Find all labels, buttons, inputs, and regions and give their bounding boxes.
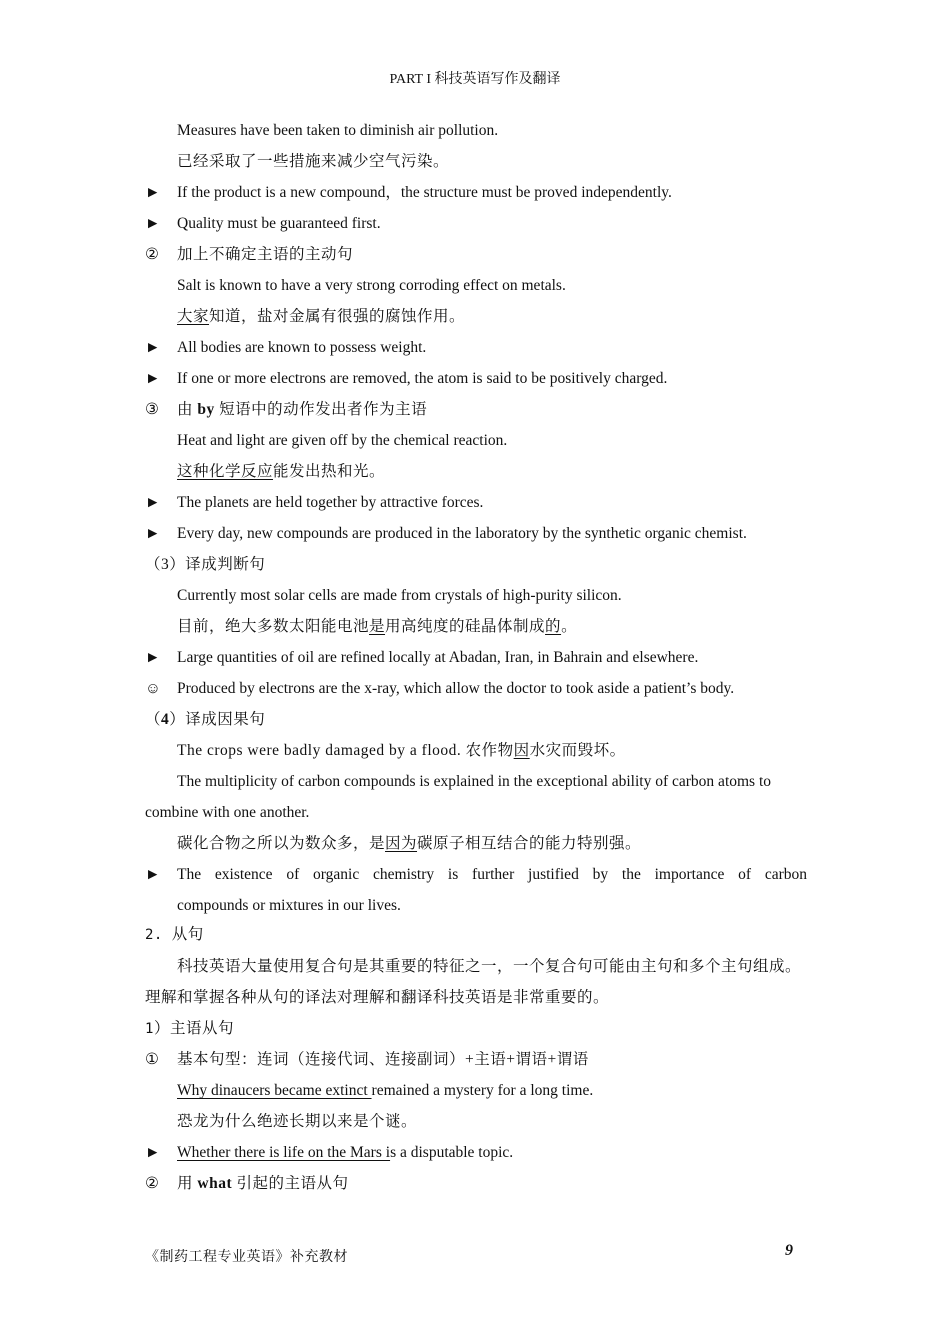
arrow-bullet-icon: ► <box>145 866 161 883</box>
section-heading <box>145 1013 807 1044</box>
page-header: PART I 科技英语写作及翻译 <box>389 72 561 87</box>
arrow-bullet-icon: ► <box>145 184 161 201</box>
numbered-subheading <box>145 1044 807 1075</box>
section-heading: （3）译成判断句 <box>145 556 266 573</box>
numbered-subheading <box>145 239 807 270</box>
subheading-text-part: 短语中的动作发出者作为主语 <box>214 401 428 418</box>
bullet-text: The existence of organic chemistry is further justified by the importance of carbon <box>177 866 807 883</box>
bullet-text-continued: compounds or mixtures in our lives. <box>177 897 401 914</box>
subheading-text: 加上不确定主语的主动句 <box>177 246 354 263</box>
translation-rest: 能发出热和光。 <box>273 463 386 480</box>
arrow-bullet-icon: ► <box>145 494 161 511</box>
circled-number-1: ① <box>145 1051 160 1068</box>
bullet-text: Large quantities of oil are refined locally at Abadan, Iran, in Bahrain and elsewhere. <box>177 649 699 666</box>
bullet-text: If the product is a new compound，the structure must be proved independently. <box>177 184 672 201</box>
page-number: 9 <box>785 1242 793 1259</box>
bullet-item <box>145 208 807 239</box>
bullet-text: The planets are held together by attractive forces. <box>177 494 484 511</box>
heading-text: 从句 <box>171 926 204 943</box>
underlined-word: 是 <box>369 618 386 635</box>
example-sentence: Measures have been taken to diminish air pollution. <box>177 122 499 139</box>
heading-number: 1 <box>145 1021 154 1037</box>
translation-part: 碳化合物之所以为数众多，是 <box>177 835 386 852</box>
sentence-rest: remained a mystery for a long time. <box>371 1082 594 1099</box>
smiley-icon: ☺ <box>145 680 161 697</box>
bullet-item <box>145 642 807 673</box>
example-sentence: Heat and light are given off by the chemical reaction. <box>177 432 508 449</box>
bullet-item <box>145 487 807 518</box>
subheading-text-part: 由 <box>177 401 198 418</box>
underlined-word: 因 <box>513 742 530 759</box>
underlined-word: 因为 <box>385 835 418 852</box>
underlined-word: 的 <box>545 618 562 635</box>
sentence-part: The crops were badly damaged by a flood. 农作物 <box>177 742 514 759</box>
arrow-bullet-icon: ► <box>145 1144 161 1161</box>
footer-book-title: 《制药工程专业英语》补充教材 <box>145 1250 348 1265</box>
sentence-part: 水灾而毁坏。 <box>529 742 626 759</box>
heading-number: 2. <box>145 927 172 943</box>
arrow-bullet-icon: ► <box>145 649 161 666</box>
arrow-bullet-icon: ► <box>145 339 161 356</box>
example-translation: 已经采取了一些措施来减少空气污染。 <box>177 153 450 170</box>
numbered-subheading <box>145 394 807 425</box>
bullet-text-rest: s a disputable topic. <box>390 1144 514 1161</box>
example-translation <box>145 611 807 642</box>
section-heading <box>145 704 807 735</box>
subheading-text-part: 用 <box>177 1175 198 1192</box>
bullet-item <box>145 673 807 704</box>
underlined-subject: 大家 <box>177 308 210 325</box>
bullet-text: Quality must be guaranteed first. <box>177 215 381 232</box>
bullet-item <box>145 332 807 363</box>
bullet-text: Produced by electrons are the x-ray, which allow the doctor to took aside a patient’s body. <box>177 680 735 697</box>
bullet-text: All bodies are known to possess weight. <box>177 339 427 356</box>
example-sentence-wrapped: The multiplicity of carbon compounds is explained in the exceptional ability of carbon atoms to combine with one another. <box>145 773 772 821</box>
translation-part: 碳原子相互结合的能力特别强。 <box>417 835 642 852</box>
numbered-subheading <box>145 1168 807 1199</box>
arrow-bullet-icon: ► <box>145 370 161 387</box>
subheading-keyword: what <box>197 1175 233 1192</box>
example-sentence: Currently most solar cells are made from crystals of high-purity silicon. <box>177 587 622 604</box>
bullet-text: If one or more electrons are removed, the atom is said to be positively charged. <box>177 370 668 387</box>
example-translation: 恐龙为什么绝迹长期以来是个谜。 <box>177 1113 418 1130</box>
subheading-text: 基本句型：连词（连接代词、连接副词）+主语+谓语+谓语 <box>177 1051 589 1068</box>
example-translation <box>145 456 807 487</box>
paragraph: 科技英语大量使用复合句是其重要的特征之一，一个复合句可能由主句和多个主句组成。理解和掌握各种从句的译法对理解和翻译科技英语是非常重要的。 <box>145 958 802 1006</box>
bullet-item <box>145 518 807 549</box>
underlined-clause: Why dinaucers became extinct <box>177 1082 372 1099</box>
heading-part: ）译成因果句 <box>169 711 266 728</box>
heading-number: 4 <box>161 711 170 728</box>
heading-part: （ <box>145 711 162 728</box>
circled-number-2: ② <box>145 1175 160 1192</box>
example-sentence: Salt is known to have a very strong corroding effect on metals. <box>177 277 566 294</box>
subheading-text-part: 引起的主语从句 <box>232 1175 349 1192</box>
translation-rest: 知道，盐对金属有很强的腐蚀作用。 <box>209 308 466 325</box>
page-content <box>145 115 807 1199</box>
bullet-item <box>145 859 807 890</box>
bullet-item <box>145 177 807 208</box>
bullet-item <box>145 1137 807 1168</box>
bullet-item <box>145 363 807 394</box>
translation-part: 目前，绝大多数太阳能电池 <box>177 618 370 635</box>
subheading-keyword: by <box>197 401 215 418</box>
circled-number-3: ③ <box>145 401 160 418</box>
bullet-text: Every day, new compounds are produced in the laboratory by the synthetic organic chemist. <box>177 525 747 542</box>
arrow-bullet-icon: ► <box>145 215 161 232</box>
example-translation <box>145 301 807 332</box>
underlined-clause: Whether there is life on the Mars i <box>177 1144 391 1161</box>
example-sentence <box>145 735 807 766</box>
circled-number-2: ② <box>145 246 160 263</box>
translation-part: 。 <box>561 618 578 635</box>
example-translation <box>145 828 807 859</box>
arrow-bullet-icon: ► <box>145 525 161 542</box>
example-sentence <box>145 1075 807 1106</box>
underlined-subject: 这种化学反应 <box>177 463 274 480</box>
translation-part: 用高纯度的硅晶体制成 <box>385 618 546 635</box>
section-heading <box>145 921 807 948</box>
heading-text: ）主语从句 <box>153 1020 234 1037</box>
